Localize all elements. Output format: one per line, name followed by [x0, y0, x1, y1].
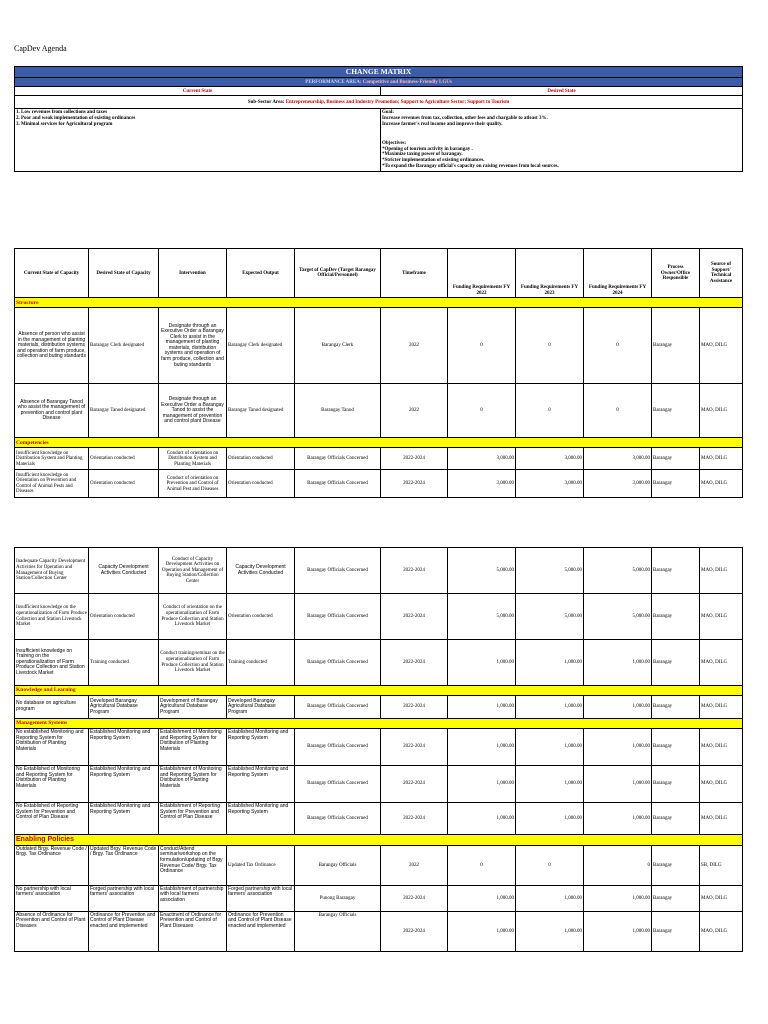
- cell-target: Barangay Officials: [295, 845, 381, 885]
- cell-target: Punong Barangay: [295, 885, 381, 911]
- cell-fund-2023: 1,000.00: [516, 885, 584, 911]
- cell-fund-2023: 5,000.00: [516, 548, 584, 594]
- cell-target: Barangay Officials Concerned: [295, 470, 381, 498]
- table-row: [15, 696, 743, 719]
- cell-fund-2024: 5,000.00: [584, 594, 652, 640]
- cell-fund-2022: 1,000.00: [448, 885, 516, 911]
- cell-expected-output: Orientation conducted: [227, 470, 295, 498]
- cell-fund-2022: 3,000.00: [448, 470, 516, 498]
- cell-timeframe: 2022-2024: [381, 803, 448, 835]
- cell-timeframe: 2022-2024: [381, 448, 448, 470]
- cell-process-owner: Barangay: [652, 308, 700, 384]
- table-row: [15, 448, 743, 470]
- cell-fund-2023: 1,000.00: [516, 729, 584, 766]
- cell-process-owner: Barangay: [652, 729, 700, 766]
- table-row: [15, 729, 743, 766]
- cell-fund-2023: 0: [516, 384, 584, 438]
- cell-fund-2023: 1,000.00: [516, 911, 584, 951]
- section-management-systems: Management Systems: [15, 719, 743, 729]
- cell-support-source: MAO, DILG: [700, 594, 743, 640]
- cell-fund-2022: 5,000.00: [448, 548, 516, 594]
- cell-fund-2024: 1,000.00: [584, 766, 652, 803]
- cell-fund-2024: 1,000.00: [584, 803, 652, 835]
- cell-target: Barangay Officials Concerned: [295, 803, 381, 835]
- cell-process-owner: Barangay: [652, 911, 700, 951]
- cell-timeframe: 2022-2024: [381, 729, 448, 766]
- cell-timeframe: 2022-2024: [381, 766, 448, 803]
- cell-process-owner: Barangay: [652, 885, 700, 911]
- cell-fund-2023: 3,000.00: [516, 448, 584, 470]
- cell-support-source: MAO, DILG: [700, 803, 743, 835]
- cell-current-state: Insufficient knowledge on the operationalization of Farm Produce Collection and Station Livestock Market: [15, 594, 89, 640]
- cell-target: Barangay Officials Concerned: [295, 448, 381, 470]
- cell-fund-2023: 0: [516, 308, 584, 384]
- cell-fund-2023: 3,000.00: [516, 470, 584, 498]
- cell-desired-state: Established Monitoring and Reporting System: [89, 803, 159, 835]
- column-header: Expected Output: [227, 249, 295, 298]
- cell-desired-state: Orientation conducted: [89, 448, 159, 470]
- cell-current-state: Absence of person who assist in the management of planting materials, distribution systems and operation of farm produce, collection and buting standards: [15, 308, 89, 384]
- cell-fund-2023: 1,000.00: [516, 803, 584, 835]
- cell-expected-output: Updated Tax Ordinance: [227, 845, 295, 885]
- table-row: [15, 885, 743, 911]
- cell-current-state: No partnership with local farmers' association: [15, 885, 89, 911]
- cell-fund-2022: 1,000.00: [448, 911, 516, 951]
- cell-process-owner: Barangay: [652, 548, 700, 594]
- sub-sector-area: Sub-Sector Area: Entrepreneurship, Business and Industry Promotion; Support to Agriculture Sector; Support to Tourism: [15, 96, 743, 109]
- cell-fund-2024: 1,000.00: [584, 640, 652, 686]
- cell-fund-2022: 3,000.00: [448, 448, 516, 470]
- cell-expected-output: Established Monitoring and Reporting System: [227, 803, 295, 835]
- column-header: Funding Requirements FY 2024: [584, 249, 652, 298]
- cell-fund-2022: 0: [448, 308, 516, 384]
- cell-target: Barangay Officials Concerned: [295, 766, 381, 803]
- table-row: [15, 308, 743, 384]
- cell-expected-output: Barangay Tanod designated: [227, 384, 295, 438]
- cell-intervention: Conduct of Capacity Development Activities on Operation and Management of Buying Station/Collection Center: [159, 548, 227, 594]
- cell-target: Barangay Officials: [295, 911, 381, 951]
- cell-current-state: Outdated Brgy. Revenue Code / Brgy. Tax Ordinance: [15, 845, 89, 885]
- cell-expected-output: Forged partnership with local farmers' association: [227, 885, 295, 911]
- cell-expected-output: Established Monitoring and Reporting System: [227, 729, 295, 766]
- performance-area: PERFORMANCE AREA: Competitive and Business-Friendly LGUs: [15, 78, 743, 87]
- cell-expected-output: Ordinance for Prevention and Control of Plant Disease enacted and implemented: [227, 911, 295, 951]
- column-header-row: [15, 249, 743, 298]
- cell-intervention: Enactment of Ordinance for Prevention and Control of Plant Diseases: [159, 911, 227, 951]
- cell-fund-2023: 0: [516, 845, 584, 885]
- cell-support-source: MAO, DILG: [700, 640, 743, 686]
- cell-timeframe: 2022-2024: [381, 548, 448, 594]
- table-row: [15, 911, 743, 951]
- cell-support-source: SB, DILG: [700, 845, 743, 885]
- cell-support-source: MAO, DILG: [700, 308, 743, 384]
- cell-timeframe: 2022-2024: [381, 885, 448, 911]
- cell-fund-2024: 5,000.00: [584, 548, 652, 594]
- cell-target: Barangay Officials Concerned: [295, 548, 381, 594]
- cell-fund-2024: 0: [584, 384, 652, 438]
- cell-desired-state: Barangay Clerk designated: [89, 308, 159, 384]
- cell-process-owner: Barangay: [652, 384, 700, 438]
- column-header: Process Owner/Office Responsible: [652, 249, 700, 298]
- cell-desired-state: Forged partnership with local farmers' association: [89, 885, 159, 911]
- current-state-heading: Current State: [15, 87, 381, 96]
- cell-support-source: MAO, DILG: [700, 448, 743, 470]
- cell-intervention: Designate through an Executive Order a Barangay Tanod to assist the management of prevention and control plant Disease: [159, 384, 227, 438]
- cell-intervention: Conduct training/seminar on the operationalization of Farm Produce Collection and Station Livestock Market: [159, 640, 227, 686]
- column-header: Desired State of Capacity: [89, 249, 159, 298]
- cell-timeframe: 2022-2024: [381, 640, 448, 686]
- cell-target: Barangay Officials Concerned: [295, 729, 381, 766]
- cell-intervention: Conduct of orientation on Prevention and Control of Animal Pest and Diseases: [159, 470, 227, 498]
- cell-intervention: Development of Barangay Agricultural Database Program: [159, 696, 227, 719]
- cell-current-state: Absence of Ordinance for Prevention and Control of Plant Diseases: [15, 911, 89, 951]
- column-header: Intervention: [159, 249, 227, 298]
- cell-fund-2022: 1,000.00: [448, 803, 516, 835]
- cell-timeframe: 2022-2024: [381, 911, 448, 951]
- cell-expected-output: Capacity Development Activities Conducted: [227, 548, 295, 594]
- cell-fund-2022: 0: [448, 384, 516, 438]
- column-header: Funding Requirements FY 2022: [448, 249, 516, 298]
- cell-support-source: MAO, DILG: [700, 766, 743, 803]
- cell-target: Barangay Tanod: [295, 384, 381, 438]
- cell-desired-state: Barangay Tanod designated: [89, 384, 159, 438]
- cell-support-source: MAO, DILG: [700, 696, 743, 719]
- cell-support-source: MAO, DILG: [700, 885, 743, 911]
- cell-fund-2022: 1,000.00: [448, 766, 516, 803]
- cell-fund-2022: 0: [448, 845, 516, 885]
- column-header: Timeframe: [381, 249, 448, 298]
- cell-fund-2022: 1,000.00: [448, 640, 516, 686]
- cell-current-state: Insufficient knowledge on Training on the operationalization of Farm Produce Collection and Station Livestock Market: [15, 640, 89, 686]
- cell-desired-state: Established Monitoring and Reporting System: [89, 766, 159, 803]
- cell-fund-2022: 5,000.00: [448, 594, 516, 640]
- table-row: [15, 766, 743, 803]
- cell-fund-2023: 1,000.00: [516, 766, 584, 803]
- change-matrix-table-page-1: [14, 66, 743, 498]
- cell-intervention: Conduct of orientation on the operationalization of Farm Produce Collection and Station Livestock Market: [159, 594, 227, 640]
- cell-process-owner: Barangay: [652, 696, 700, 719]
- cell-fund-2024: 3,000.00: [584, 470, 652, 498]
- cell-fund-2022: 1,000.00: [448, 696, 516, 719]
- cell-fund-2024: 1,000.00: [584, 911, 652, 951]
- cell-intervention: Conduct/Attend seminar/workshop on the formulation/updating of Brgy Revenue Code/ Brgy. Tax Ordinance: [159, 845, 227, 885]
- cell-fund-2024: 3,000.00: [584, 448, 652, 470]
- cell-timeframe: 2022: [381, 384, 448, 438]
- cell-support-source: MAO, DILG: [700, 470, 743, 498]
- cell-current-state: Absence of Barangay Tanod who assist the management of prevention and control plant Disease: [15, 384, 89, 438]
- cell-fund-2023: 5,000.00: [516, 594, 584, 640]
- cell-process-owner: Barangay: [652, 845, 700, 885]
- cell-fund-2024: 1,000.00: [584, 696, 652, 719]
- cell-desired-state: Capacity Development Activities Conducted: [89, 548, 159, 594]
- cell-intervention: Designate through an Executive Order a Barangay Clerk to assist in the management of planting materials, distribution systems and operation of farm produce, collection and buting standards: [159, 308, 227, 384]
- document-title: CapDev Agenda: [14, 44, 67, 53]
- cell-timeframe: 2022: [381, 308, 448, 384]
- cell-current-state: No established Monitoring and Reporting System for Distribution of Planting Materials: [15, 729, 89, 766]
- cell-desired-state: Developed Barangay Agricultural Database Program: [89, 696, 159, 719]
- cell-expected-output: Developed Barangay Agricultural Database Program: [227, 696, 295, 719]
- cell-target: Barangay Officials Concerned: [295, 640, 381, 686]
- cell-fund-2024: 1,000.00: [584, 729, 652, 766]
- table-row: [15, 384, 743, 438]
- table-row: [15, 594, 743, 640]
- cell-fund-2023: 1,000.00: [516, 640, 584, 686]
- cell-current-state: No database on agriculture program: [15, 696, 89, 719]
- table-row: [15, 803, 743, 835]
- column-header: Target of CapDev (Target Barangay Official/Personnel): [295, 249, 381, 298]
- cell-process-owner: Barangay: [652, 766, 700, 803]
- current-issues: 1. Low revenues from collections and taxes 2. Poor and weak implementation of existing ordinances 3. Minimal services for Agricultural program: [15, 109, 381, 172]
- cell-intervention: Establishment of Monitoring and Reporting System for Distibution of Planting Materials: [159, 729, 227, 766]
- table-row: [15, 845, 743, 885]
- cell-support-source: MAO, DILG: [700, 729, 743, 766]
- column-header: Funding Requirements FY 2023: [516, 249, 584, 298]
- cell-process-owner: Barangay: [652, 448, 700, 470]
- cell-target: Barangay Clerk: [295, 308, 381, 384]
- cell-current-state: Inadequate Capacity Development Activities for Operation and Management of Buying Station/Collection Center: [15, 548, 89, 594]
- cell-fund-2024: 0: [584, 845, 652, 885]
- cell-fund-2023: 1,000.00: [516, 696, 584, 719]
- cell-expected-output: Training conducted: [227, 640, 295, 686]
- cell-support-source: MAO, DILG: [700, 384, 743, 438]
- table-row: [15, 548, 743, 594]
- cell-target: Barangay Officials Concerned: [295, 594, 381, 640]
- cell-expected-output: Established Monitoring and Reporting System: [227, 766, 295, 803]
- cell-support-source: MAO, DILG: [700, 548, 743, 594]
- column-header: Current State of Capacity: [15, 249, 89, 298]
- cell-timeframe: 2022: [381, 845, 448, 885]
- cell-intervention: Conduct of orientation on Distribution System and Planting Materials: [159, 448, 227, 470]
- change-matrix-table-page-2: [14, 547, 743, 952]
- goals-and-objectives: Goal: Increase revenues from tax, collection, other fees and chargable to atleast 3%. Increase farmer's real income and improve their quality. Objectives: *Opening of tourism activity in barangay . *Maximize taxing power of barangay. *Stricter implementation of existing ordinances. *To expand the Barangay official's capacity on raising revenues from local sources.: [381, 109, 743, 172]
- cell-current-state: No Established of Reporting System for Prevention and Control of Plan Disease: [15, 803, 89, 835]
- cell-current-state: Insufficient knowledge on Distribution System and Planting Materials: [15, 448, 89, 470]
- cell-intervention: Establishment of partnership with local farmers association: [159, 885, 227, 911]
- cell-intervention: Establishment of Monitoring and Reporting System for Distibution of Planting Materials: [159, 766, 227, 803]
- cell-desired-state: Orientation conducted: [89, 594, 159, 640]
- cell-desired-state: Ordinance for Prevention and Control of Plant Disease enacted and implemented: [89, 911, 159, 951]
- matrix-title: CHANGE MATRIX: [15, 67, 743, 78]
- cell-process-owner: Barangay: [652, 640, 700, 686]
- cell-desired-state: Updated Brgy. Revenue Code / Brgy. Tax Ordinance: [89, 845, 159, 885]
- section-knowledge-and-learning: Knowledge and Learning: [15, 686, 743, 696]
- column-header: Source of Support/ Technical Assistance: [700, 249, 743, 298]
- table-row: [15, 470, 743, 498]
- cell-support-source: MAO, DILG: [700, 911, 743, 951]
- cell-timeframe: 2022-2024: [381, 594, 448, 640]
- cell-timeframe: 2022-2024: [381, 696, 448, 719]
- cell-fund-2024: 0: [584, 308, 652, 384]
- cell-desired-state: Orientation conducted: [89, 470, 159, 498]
- cell-fund-2024: 1,000.00: [584, 885, 652, 911]
- cell-intervention: Establishment of Reporting System for Prevention and Control of Plan Disease: [159, 803, 227, 835]
- section-enabling-policies: Enabling Policies: [15, 835, 743, 846]
- cell-desired-state: Training conducted: [89, 640, 159, 686]
- cell-process-owner: Barangay: [652, 470, 700, 498]
- cell-expected-output: Orientation conducted: [227, 594, 295, 640]
- cell-timeframe: 2022-2024: [381, 470, 448, 498]
- section-competencies: Competencies: [15, 438, 743, 448]
- cell-target: Barangay Officials Concerned: [295, 696, 381, 719]
- cell-process-owner: Barangay: [652, 594, 700, 640]
- table-row: [15, 640, 743, 686]
- section-structure: Structure: [15, 298, 743, 308]
- cell-expected-output: Orientation conducted: [227, 448, 295, 470]
- desired-state-heading: Desired State: [381, 87, 743, 96]
- cell-current-state: No Established of Monitoring and Reporting System for Distribution of Planting Materials: [15, 766, 89, 803]
- cell-process-owner: Barangay: [652, 803, 700, 835]
- cell-current-state: Insufficient knowledge on Orientation on Prevention and Control of Animal Pests and Diseases: [15, 470, 89, 498]
- cell-desired-state: Established Monitoring and Reporting System: [89, 729, 159, 766]
- cell-fund-2022: 1,000.00: [448, 729, 516, 766]
- cell-expected-output: Barangay Clerk designated: [227, 308, 295, 384]
